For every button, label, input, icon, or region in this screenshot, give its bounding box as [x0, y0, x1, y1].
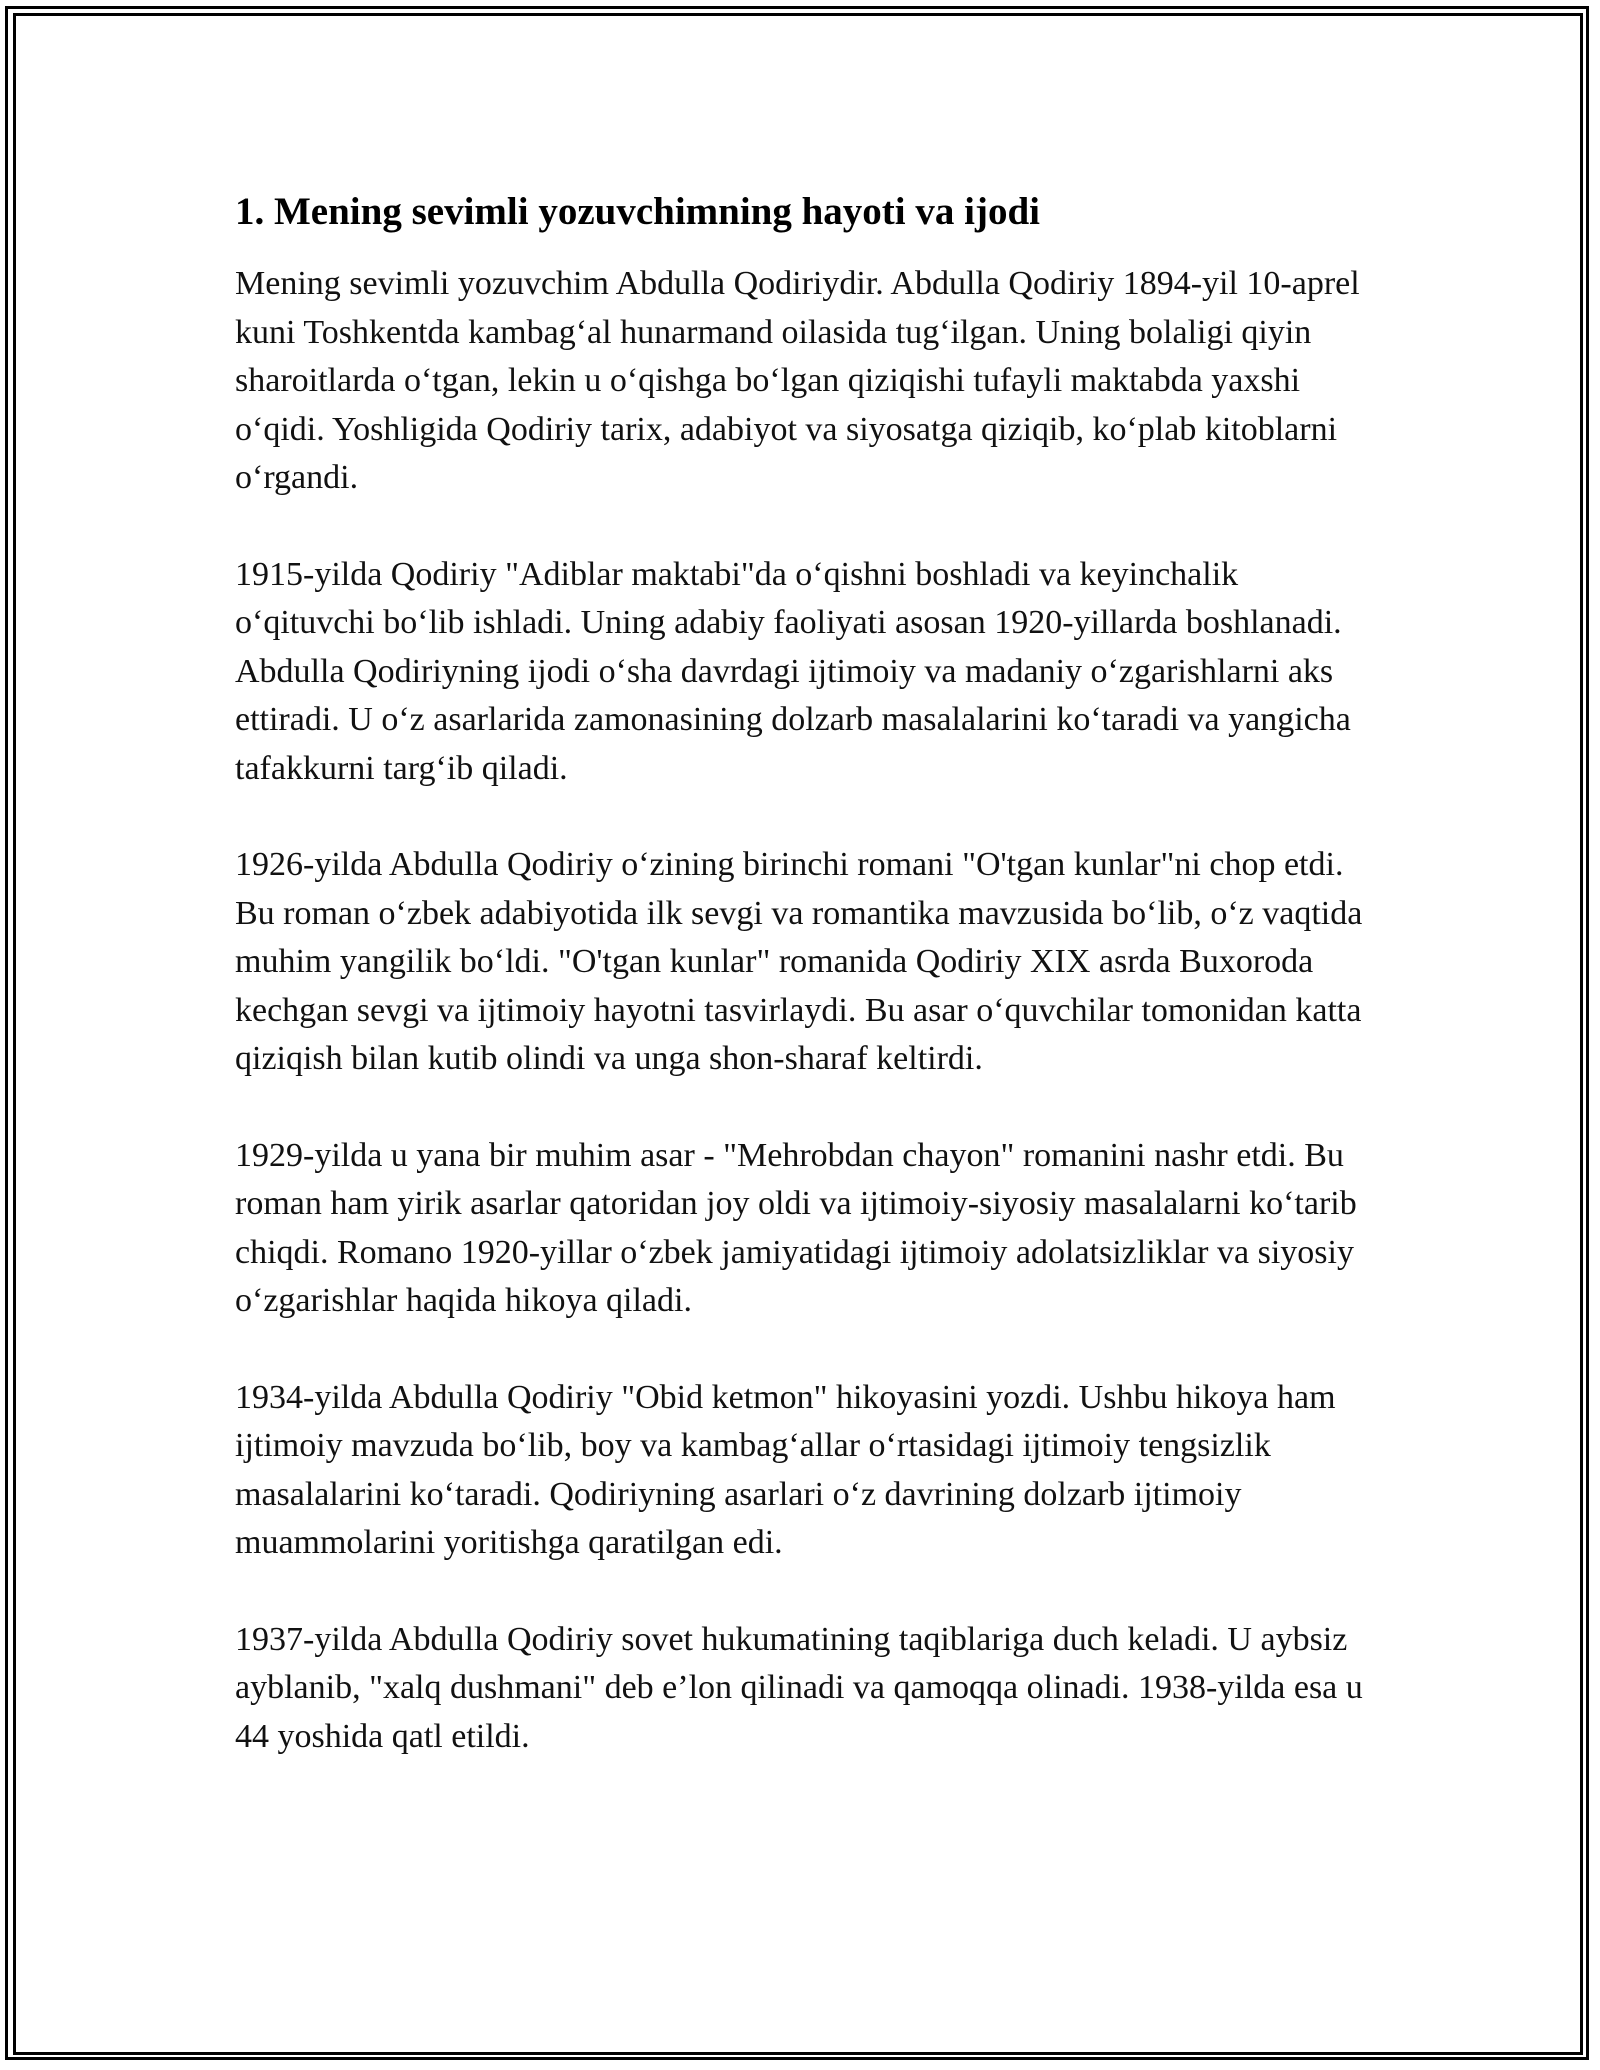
document-body	[235, 188, 1365, 1761]
paragraph-first-novel: 1926-yilda Abdulla Qodiriy o‘zining birinchi romani "O'tgan kunlar"ni chop etdi. Bu roman o‘zbek adabiyotida ilk sevgi va romantika mavzusida bo‘lib, o‘z vaqtida muhim yangilik bo‘ldi. "O'tgan kunlar" romanida Qodiriy XIX asrda Buxoroda kechgan sevgi va ijtimoiy hayotni tasvirlaydi. Bu asar o‘quvchilar tomonidan katta qiziqish bilan kutib olindi va unga shon-sharaf keltirdi.	[235, 846, 1363, 1077]
paragraph-story: 1934-yilda Abdulla Qodiriy "Obid ketmon" hikoyasini yozdi. Ushbu hikoya ham ijtimoiy mavzuda bo‘lib, boy va kambag‘allar o‘rtasidagi ijtimoiy tengsizlik masalalarini ko‘taradi. Qodiriyning asarlari o‘z davrining dolzarb ijtimoiy muammolarini yoritishga qaratilgan edi.	[235, 1378, 1336, 1561]
paragraph-education-career: 1915-yilda Qodiriy "Adiblar maktabi"da o‘qishni boshladi va keyinchalik o‘qituvchi bo‘lib ishladi. Uning adabiy faoliyati asosan 1920-yillarda boshlanadi. Abdulla Qodiriyning ijodi o‘sha davrdagi ijtimoiy va madaniy o‘zgarishlarni aks ettiradi. U o‘z asarlarida zamonasining dolzarb masalalarini ko‘taradi va yangicha tafakkurni targ‘ib qiladi.	[235, 555, 1351, 787]
paragraph-early-life: Mening sevimli yozuvchim Abdulla Qodiriydir. Abdulla Qodiriy 1894-yil 10-aprel kuni Toshkentda kambag‘al hunarmand oilasida tug‘ilgan. Uning bolaligi qiyin sharoitlarda o‘tgan, lekin u o‘qishga bo‘lgan qiziqishi tufayli maktabda yaxshi o‘qidi. Yoshligida Qodiriy tarix, adabiyot va siyosatga qiziqib, ko‘plab kitoblarni o‘rgandi.	[235, 265, 1360, 496]
document-heading: 1. Mening sevimli yozuvchimning hayoti va ijodi	[235, 190, 1040, 233]
paragraph-second-novel: 1929-yilda u yana bir muhim asar - "Mehrobdan chayon" romanini nashr etdi. Bu roman ham yirik asarlar qatoridan joy oldi va ijtimoiy-siyosiy masalalarni ko‘tarib chiqdi. Romano 1920-yillar o‘zbek jamiyatidagi ijtimoiy adolatsizliklar va siyosiy o‘zgarishlar haqida hikoya qiladi.	[235, 1136, 1357, 1319]
paragraph-death: 1937-yilda Abdulla Qodiriy sovet hukumatining taqiblariga duch keladi. U aybsiz ayblanib, "xalq dushmani" deb e’lon qilinadi va qamoqqa olinadi. 1938-yilda esa u 44 yoshida qatl etildi.	[235, 1620, 1363, 1755]
